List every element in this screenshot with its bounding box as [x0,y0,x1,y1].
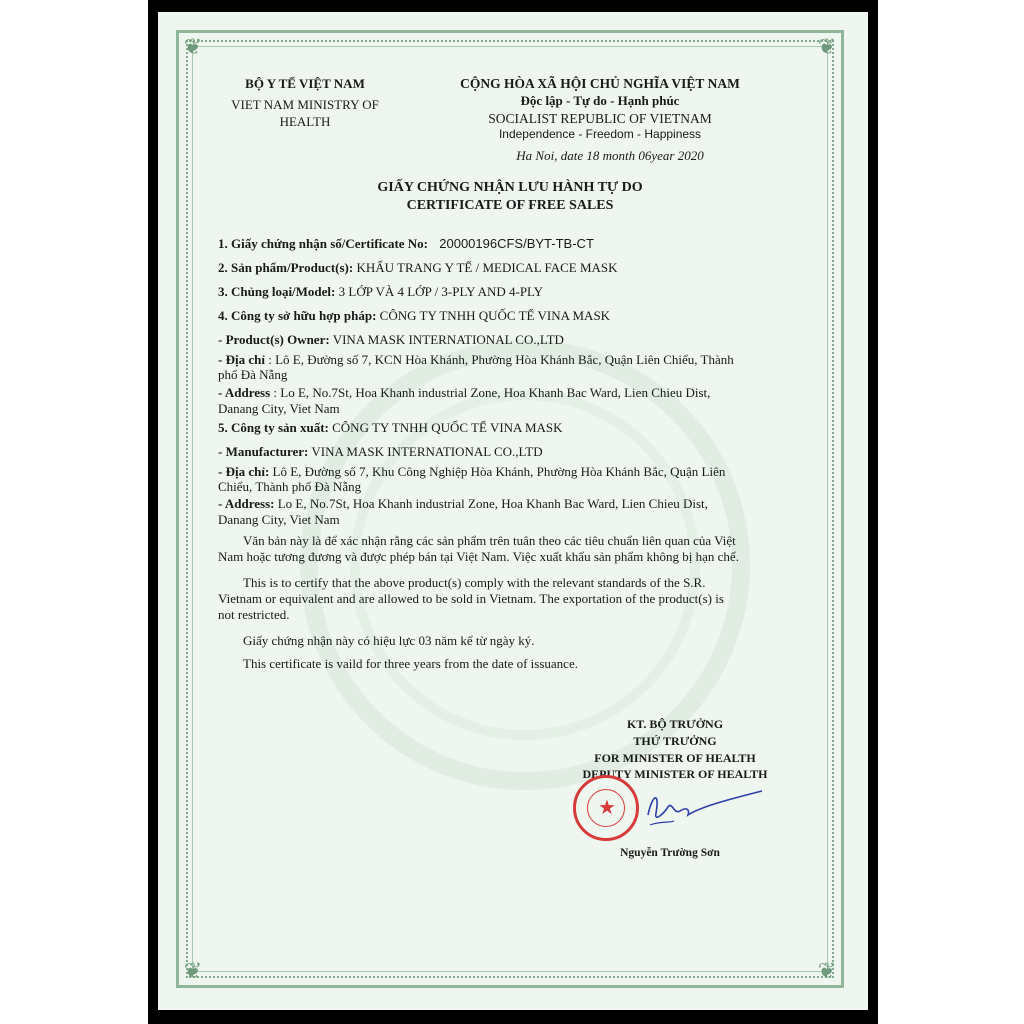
corner-ornament-icon: ❦ [817,958,837,983]
star-icon: ★ [598,797,616,819]
republic-name-vn: CỘNG HÒA XÃ HỘI CHỦ NGHĨA VIỆT NAM [460,76,740,91]
signature-title-3: FOR MINISTER OF HEALTH [594,751,756,765]
maker-address-vn-line1: Lô E, Đường số 7, Khu Công Nghiệp Hòa Khánh, Phường Hòa Khánh Bắc, Quận Liên [269,464,726,479]
certify-vn-line2: Nam hoặc tương đương và được phép bán tại Việt Nam. Việc xuất khẩu sản phẩm không bị hạn chế. [218,549,739,564]
maker-address-vn [218,464,725,479]
product-row [218,260,618,275]
corner-ornament-icon: ❦ [183,34,203,59]
maker-vn-row [218,420,563,435]
motto-en: Independence - Freedom - Happiness [498,127,702,141]
owner-en-row [218,332,564,347]
owner-vn-row [218,308,610,323]
owner-address-en [218,385,710,400]
cert-no-label: 1. Giấy chứng nhận số/Certificate No: [218,236,429,251]
owner-en-value: VINA MASK INTERNATIONAL CO.,LTD [329,332,564,347]
ministry-name-vn: BỘ Y TẾ VIỆT NAM [245,76,365,91]
owner-address-en-label: - Address [218,385,271,400]
maker-address-vn-label: - Địa chỉ: [218,464,270,479]
owner-address-vn-line1: : Lô E, Đường số 7, KCN Hòa Khánh, Phường Hòa Khánh Bắc, Quận Liên Chiểu, Thành [264,352,734,367]
certify-en-line3: not restricted. [218,607,290,622]
cert-no-row [218,236,594,251]
owner-address-en-line1: : Lo E, No.7St, Hoa Khanh industrial Zone, Hoa Khanh Bac Ward, Lien Chieu Dist, [270,385,711,400]
maker-address-en-line1: Lo E, No.7St, Hoa Khanh industrial Zone, Hoa Khanh Bac Ward, Lien Chieu Dist, [274,496,708,511]
signature-title-1: KT. BỘ TRƯỞNG [626,717,724,731]
signer-name: Nguyễn Trường Sơn [620,847,720,859]
maker-vn-value: CÔNG TY TNHH QUỐC TẾ VINA MASK [328,420,563,435]
validity-en: This certificate is vaild for three years from the date of issuance. [243,656,578,671]
title-en: CERTIFICATE OF FREE SALES [406,198,614,213]
corner-ornament-icon: ❦ [183,958,203,983]
title-vn: GIẤY CHỨNG NHẬN LƯU HÀNH TỰ DO [377,180,643,195]
cert-no-value: 20000196CFS/BYT-TB-CT [439,236,594,251]
ministry-name-en: VIET NAM MINISTRY OF [231,97,379,112]
owner-en-label: - Product(s) Owner: [218,332,330,347]
signature-title-2: THỨ TRƯỞNG [633,734,717,748]
validity-vn: Giấy chứng nhận này có hiệu lực 03 năm kể từ ngày ký. [243,633,535,648]
maker-vn-label: 5. Công ty sản xuất: [218,420,329,435]
certify-en-line2: Vietnam or equivalent and are allowed to be sold in Vietnam. The exportation of the product(s) is [218,591,724,606]
model-row [218,284,543,299]
certify-en-line1: This is to certify that the above product(s) comply with the relevant standards of the S.R. [243,575,706,590]
maker-address-vn-line2: Chiểu, Thành phố Đà Nẵng [218,479,362,494]
model-value: 3 LỚP VÀ 4 LỚP / 3-PLY AND 4-PLY [335,284,544,299]
corner-ornament-icon: ❦ [817,34,837,59]
maker-en-row [218,444,543,459]
maker-address-en [218,496,708,511]
maker-en-label: - Manufacturer: [218,444,309,459]
model-label: 3. Chủng loại/Model: [218,284,336,299]
certify-vn-line1: Văn bản này là để xác nhận rằng các sản phẩm trên tuân theo các tiêu chuẩn liên quan của Việt [243,533,736,548]
owner-vn-value: CÔNG TY TNHH QUỐC TẾ VINA MASK [376,308,611,323]
motto-vn: Độc lập - Tự do - Hạnh phúc [520,93,680,108]
ministry-name-en-cont: HEALTH [279,114,331,129]
owner-vn-label: 4. Công ty sở hữu hợp pháp: [218,308,377,323]
owner-address-vn-label: - Địa chỉ [218,352,265,367]
owner-address-vn [218,352,734,367]
product-value: KHẨU TRANG Y TẾ / MEDICAL FACE MASK [353,260,618,275]
signature-title-4: DEPUTY MINISTER OF HEALTH [582,767,768,781]
maker-address-en-line2: Danang City, Viet Nam [218,512,340,527]
handwritten-signature [630,785,770,835]
maker-en-value: VINA MASK INTERNATIONAL CO.,LTD [308,444,543,459]
product-label: 2. Sản phẩm/Product(s): [218,260,354,275]
republic-name-en: SOCIALIST REPUBLIC OF VIETNAM [488,111,712,126]
owner-address-en-line2: Danang City, Viet Nam [218,401,340,416]
maker-address-en-label: - Address: [218,496,275,511]
issue-date: Ha Noi, date 18 month 06year 2020 [516,148,704,163]
owner-address-vn-line2: phố Đà Nẵng [218,367,288,382]
